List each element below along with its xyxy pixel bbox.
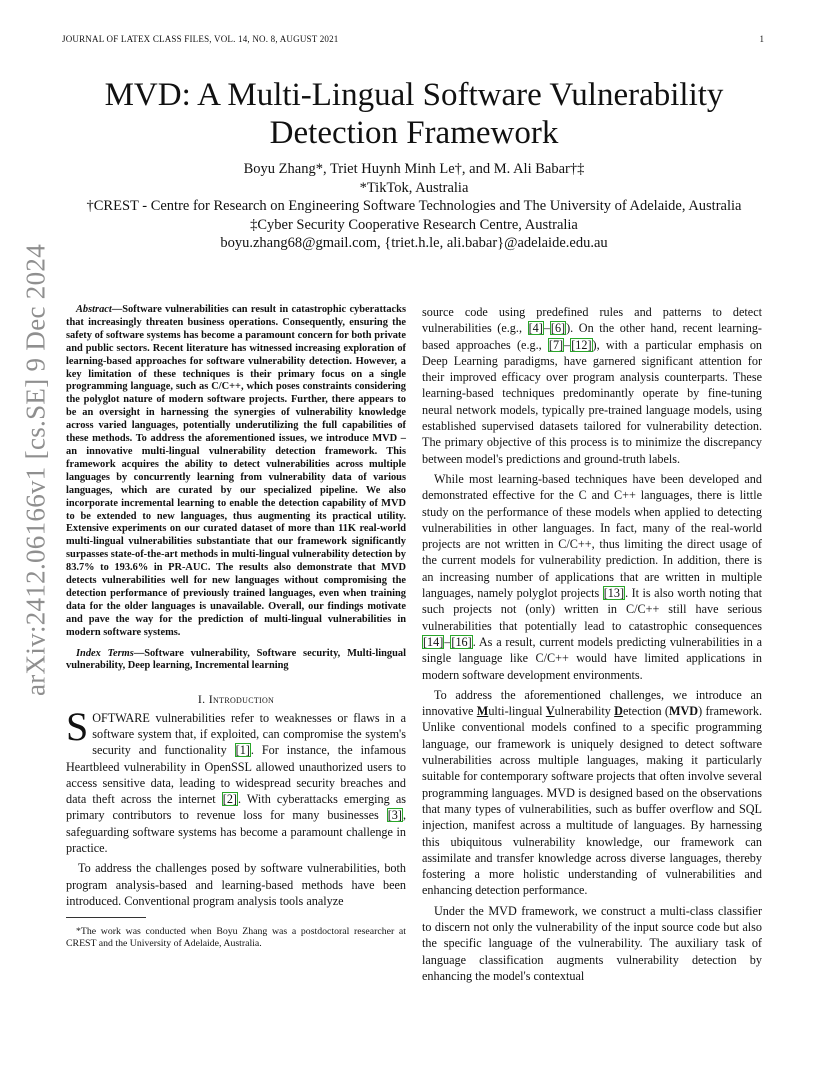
abstract [66,304,406,640]
affiliation-crest: †CREST - Centre for Research on Engineering Software Technologies and The University of Adelaide, Australia [86,198,742,214]
index-terms [66,648,406,674]
text: ), with a particular emphasis on Deep Learning paradigms, have garnered significant attention for their improved efficacy over program analysis counterparts. These learning-based techniques predominantly operate by fine-tuning neural network models, typically pre-trained language models, using established supervised datasets tailored for vulnerability detection. The primary objective of this process is to minimize the discrepancy between model's predictions and ground-truth labels. [422,337,763,466]
citation-link[interactable]: [7] [548,337,564,352]
text: – [564,337,571,352]
acronym-mvd: MVD [668,704,699,719]
text: etection ( [622,704,669,719]
abstract-label: Abstract [76,304,112,315]
text: . It is also worth noting that such projects not (only) written in C/C++ still have serious vulnerabilities that potentially lead to catastrophic consequences [422,586,763,633]
intro-text-1: vulnerabilities refer to weaknesses or flaws in a software system that, if exploited, can compromise the system's security and functionality [92,710,406,758]
drop-cap-rest: OFTWARE [92,710,150,725]
index-terms-label: Index Terms [76,647,134,659]
citation-link[interactable]: [14] [423,634,444,649]
text: ) framework. Unlike conventional models confined to a specific programming language, our framework is uniquely designed to detect software vulnerabilities across multiple languages, making it particularly suitable for contemporary software projects that often involve several programming languages. MVD is designed based on the observations that many types of vulnerabilities, such as buffer overflow and SQL injection, manifest across a multitude of languages. By harnessing this ubiquitous vulnerability knowledge, our framework can assimilate and transfer knowledge across diverse languages, thereby fostering a more holistic understanding of vulnerabilities and enhancing detection performance. [422,704,762,898]
citation-link[interactable]: [1] [235,743,250,758]
abstract-text: —Software vulnerabilities can result in catastrophic cyberattacks that increasingly threaten business operations. Consequently, ensuring the safety of software systems has become a paramount concern for both private and public sectors. Recent literature has witnessed increasing exploration of learning-based approaches for software vulnerability detection. However, a key limitation of these techniques is their primary focus on a single programming language, such as C/C++, which poses constraints considering the polyglot nature of modern software projects. Further, there appears to be an oversight in harnessing the synergies of vulnerability knowledge across varied languages, potentially underutilizing the full capabilities of these methods. To address the aforementioned issues, we introduce MVD – an innovative multi-lingual vulnerability detection framework. This framework acquires the ability to detect vulnerabilities across multiple languages by concurrently learning from vulnerability data of various languages, which are curated by our specialized pipeline. We also incorporate incremental learning to enable the detection capability of MVD to be extended to new languages, thus augmenting its practical utility. Extensive experiments on our curated dataset of more than 11K real-world multi-lingual vulnerabilities substantiate that our framework significantly surpasses state-of-the-art methods in multi-lingual vulnerability detection by 83.7% to 193.6% in PR-AUC. The results also demonstrate that MVD detects vulnerabilities well for new languages without compromising the detection performance of previously trained languages, even when training data for the older languages is unavailable. Overall, our findings motivate and pave the way for the prediction of multi-lingual vulnerabilities in modern software systems. [66,304,406,638]
citation-link[interactable]: [3] [387,808,402,823]
citation-link[interactable]: [16] [451,634,472,649]
text: ). On the other hand, recent learning-based approaches (e.g., [422,321,762,352]
section-heading-introduction [66,691,406,707]
text: source code using predefined rules and patterns to detect vulnerabilities (e.g., [422,305,762,336]
citation-link[interactable]: [12] [571,337,592,352]
text: – [543,321,550,336]
footnote: *The work was conducted when Boyu Zhang was a postdoctoral researcher at CREST and the University of Adelaide, Australia. [66,926,406,950]
author-names: Boyu Zhang*, Triet Huynh Minh Le†, and M. Ali Babar†‡ [243,161,585,177]
running-header: JOURNAL OF LATEX CLASS FILES, VOL. 14, NO. 8, AUGUST 2021 [62,34,339,44]
intro-text-3: . With cyberattacks emerging as primary contributors to revenue loss for many businesses [66,792,406,823]
right-paragraph-2 [422,471,762,683]
intro-paragraph-1 [66,703,406,857]
intro-text-2: . For instance, the infamous Heartbleed vulnerability in OpenSSL allowed unauthorized users to access sensitive data, leading to widespread security breaches and data theft across the internet [66,743,406,807]
right-paragraph-4: Under the MVD framework, we construct a multi-class classifier to discern not only the vulnerability of the input source code but also the specific language of the vulnerability. The auxiliary task of language classification augments vulnerability detection by enhancing the model's contextual [422,903,762,983]
section-number: I. [197,692,206,707]
section-title: Introduction [208,692,275,707]
affiliation-cscrc: ‡Cyber Security Cooperative Research Centre, Australia [250,216,578,233]
drop-cap: S [66,703,89,749]
text: To address the aforementioned challenges, we introduce an innovative [422,687,762,719]
text: – [444,634,451,649]
citation-link[interactable]: [2] [222,792,237,807]
page-number: 1 [759,34,764,44]
acronym-m: M [476,704,489,719]
citation-link[interactable]: [6] [550,321,566,336]
citation-link[interactable]: [4] [528,321,543,336]
text: ulnerability [554,704,615,719]
text: . As a result, current models predicting vulnerabilities in a single language like C/C++ would have limited applications in modern software development environments. [422,634,762,682]
paper-title: MVD: A Multi-Lingual Software Vulnerability Detection Framework [104,77,724,151]
right-paragraph-1 [422,304,762,467]
index-terms-text: —Software vulnerability, Software security, Multi-lingual vulnerability, Deep learning, Incremental learning [66,647,406,672]
acronym-d: D [614,704,623,719]
text: ulti-lingual [488,704,546,719]
right-paragraph-3 [422,687,762,899]
intro-paragraph-2: To address the challenges posed by software vulnerabilities, both program analysis-based and learning-based methods have been introduced. Conventional program analysis tools analyze [66,861,406,908]
author-block [60,160,768,253]
citation-link[interactable]: [13] [603,586,625,601]
text: While most learning-based techniques have been developed and demonstrated effective for the C and C++ languages, there is little study on the performance of these models when applied to detecting vulnerabilities in other languages. In fact, many of the real-world projects are not written in C/C++, thus limiting the direct usage of the current models for vulnerability prediction. In addition, there is an increasing number of applications that are written in multiple languages, namely polyglot projects [422,471,762,601]
author-emails: boyu.zhang68@gmail.com, {triet.h.le, ali.babar}@adelaide.edu.au [220,235,608,251]
affiliation-tiktok: *TikTok, Australia [359,179,469,196]
left-column [66,304,406,950]
arxiv-identifier-stamp[interactable]: arXiv:2412.06166v1 [cs.SE] 9 Dec 2024 [20,243,51,697]
right-column [422,304,762,988]
acronym-v: V [545,704,555,719]
footnote-divider [66,917,146,918]
intro-text-4: , safeguarding software systems has become a paramount challenge in practice. [66,808,406,856]
